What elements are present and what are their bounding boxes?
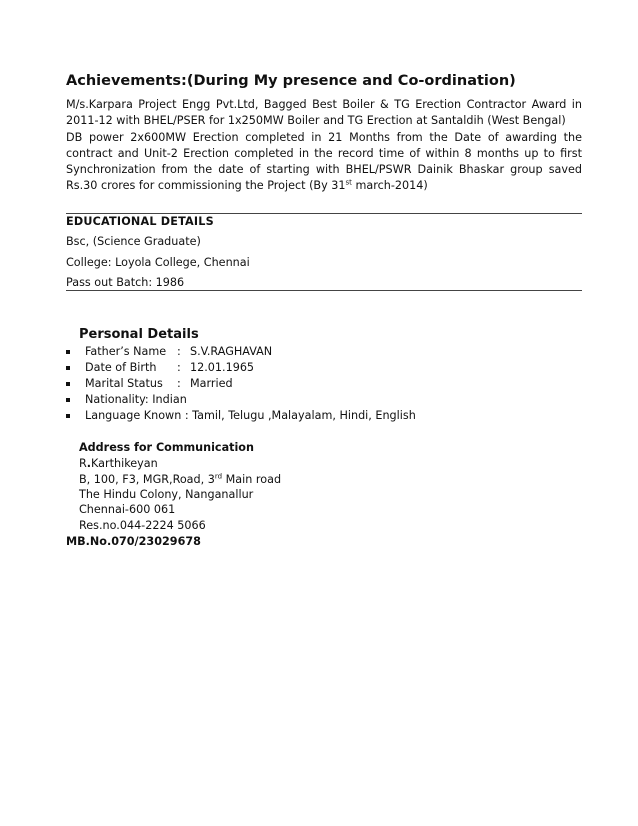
square-bullet-icon <box>66 366 70 370</box>
address-name-dot: . <box>86 457 92 470</box>
section-divider-bottom <box>66 290 582 291</box>
address-line-1 <box>79 473 281 486</box>
address-line-1-end: Main road <box>222 473 282 486</box>
personal-label: Father’s Name <box>85 345 167 358</box>
achievement-paragraph-2-end: march-2014) <box>351 179 428 192</box>
address-name-initial: R <box>79 457 87 470</box>
personal-separator: : <box>177 361 181 374</box>
square-bullet-icon <box>66 398 70 402</box>
achievements-heading: Achievements:(During My presence and Co-ordination) <box>66 73 516 89</box>
personal-details-heading: Personal Details <box>79 327 199 342</box>
address-name-rest: Karthikeyan <box>91 457 158 470</box>
achievement-paragraph-2 <box>66 130 582 194</box>
personal-value: S.V.RAGHAVAN <box>190 345 273 358</box>
mobile-number: MB.No.070/23029678 <box>66 535 201 548</box>
personal-languages: Language Known : Tamil, Telugu ,Malayalam, Hindi, English <box>85 409 416 422</box>
personal-label: Marital Status <box>85 377 163 390</box>
address-phone: Res.no.044-2224 5066 <box>79 519 206 532</box>
personal-value: Married <box>190 377 233 390</box>
achievement-paragraph-1: M/s.Karpara Project Engg Pvt.Ltd, Bagged Best Boiler & TG Erection Contractor Award in 2011-12 with BHEL/PSER for 1x250MW Boiler and TG Erection at Santaldih (West Bengal) <box>66 98 582 127</box>
section-divider-top <box>66 213 582 214</box>
personal-separator: : <box>177 377 181 390</box>
achievement-paragraph-2-text: DB power 2x600MW Erection completed in 21 Months from the Date of awarding the contract and Unit-2 Erection completed in the record time of within 8 months up to first Synchronization from the date of starting with BHEL/PSWR Dainik Bhaskar group saved Rs.30 crores for commissioning the Project (By 31 <box>66 131 582 192</box>
square-bullet-icon <box>66 382 70 386</box>
personal-nationality: Nationality: Indian <box>85 393 187 406</box>
address-heading: Address for Communication <box>79 441 254 454</box>
education-heading: EDUCATIONAL DETAILS <box>66 215 214 228</box>
personal-separator: : <box>177 345 181 358</box>
education-college: College: Loyola College, Chennai <box>66 256 250 269</box>
education-batch: Pass out Batch: 1986 <box>66 276 185 289</box>
address-line-1-text: B, 100, F3, MGR,Road, 3 <box>79 473 215 486</box>
personal-value: 12.01.1965 <box>190 361 255 374</box>
personal-label: Date of Birth <box>85 361 157 374</box>
education-degree: Bsc, (Science Graduate) <box>66 235 201 248</box>
address-name <box>79 457 158 470</box>
address-line-3: Chennai-600 061 <box>79 503 176 516</box>
square-bullet-icon <box>66 350 70 354</box>
ordinal-superscript: st <box>345 178 352 187</box>
square-bullet-icon <box>66 414 70 418</box>
ordinal-superscript: rd <box>214 472 223 481</box>
address-line-2: The Hindu Colony, Nanganallur <box>79 488 254 501</box>
